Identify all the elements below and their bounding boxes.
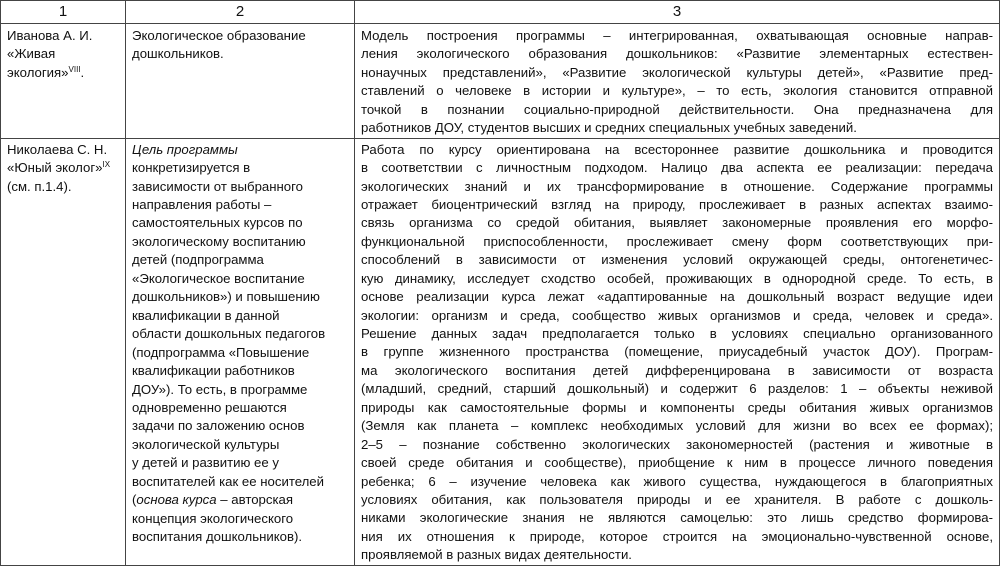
author-name: Иванова А. И. (7, 28, 93, 43)
author-program-cell: Николаева С. Н. «Юный эколог»$^{IX}$ (см. п.1.4). (1, 138, 126, 565)
program-aim-cell: Экологическое образование дошкольников. (126, 24, 355, 139)
program-title-line: «Живая (7, 46, 56, 62)
header-col-1: 1 (1, 1, 126, 24)
aim-label: Цель программы (132, 141, 238, 157)
table-row (1, 138, 1000, 565)
header-row (1, 1, 1000, 24)
program-description-cell: Модель построения программы – интегрированная, охватывающая основные направ- ления экологического образования дошкольников: «Развитие элементарных естествен- нонаучных представлений», «Развитие экологической культуры детей», «Развитие пред- ставлений о человеке в истории и культуре», – то есть, экология становится отправной точкой в познании социально-природной действительности. Она предназначена для работников ДОУ, студентов высших и средних специальных учебных заведений. (355, 24, 1000, 139)
author-program-cell (1, 24, 126, 139)
program-title-line: «Юный эколог»$^{IX}$ (7, 160, 111, 176)
header-col-2: 2 (126, 1, 355, 24)
course-basis-label: основа курса (136, 492, 217, 508)
footnote-ref: VIII (68, 64, 81, 74)
program-title-line: экология»$^{VIII}$. (7, 64, 85, 80)
program-aim-cell: Цель программы конкретизируется в зависимости от выбранного направления работы – самостоятельных курсов по экологическому воспитанию детей (подпрограмма «Экологическое воспитание дошкольников») и повышению квалификации в данной области дошкольных педагогов (подпрограмма «Повышение квалификации работников ДОУ»). То есть, в программе одновременно решаются задачи по заложению основ экологической культуры у детей и развитию ее у воспитателей как ее носителей (основа курса – авторская концепция экологического воспитания дошкольников). (126, 138, 355, 565)
header-col-3: 3 (355, 1, 1000, 24)
table-row (1, 24, 1000, 139)
author-name: Николаева С. Н. (7, 141, 108, 157)
footnote-ref: IX (102, 160, 111, 170)
program-description-cell: Работа по курсу ориентирована на всестороннее развитие дошкольника и проводится в соответствии с личностным подходом. Налицо два аспекта ее реализации: передача экологических знаний и их трансформирование в отношение. Содержание программы отражает биоцентрический взгляд на природу, прослеживает в разных аспектах взаимо- связь организма со средой обитания, выявляет закономерные проявления его морфо- функциональной приспособленности, прослеживает смену форм соответствующих при- способлений в зависимости от изменения условий окружающей среды, онтогенетичес- кую динамику, исследует сходство особей, проживающих в однородной среде. То есть, в основе реализации курса лежат «адаптированные на дошкольный возраст ведущие идеи экологии: организм и среда, сообщество живых организмов и среда, человек и среда». Решение данных задач предполагается только в условиях специально организованного в группе жизненного пространства (помещение, приусадебный участок ДОУ). Програм- ма экологического воспитания детей дифференцирована в зависимости от возраста (младший, средний, старший дошкольный) и содержит 6 разделов: 1 – объекты неживой природы как самостоятельные формы и компоненты среды обитания живых организмов (Земля как планета – комплекс необходимых условий для жизни во всех ее формах); 2–5 – познание собственно экологических закономерностей (растения и животные в своей среде обитания и сообществе), приобщение к ним в процессе личного поведения ребенка; 6 – изучение человека как живого существа, нуждающегося в благоприятных условиях обитания, как пользователя природы и ее хранителя. В работе с дошколь- никами экологические знания не являются самоцелью: это лишь средство формирова- ния их отношения к природе, которое строится на эмоционально-чувственной основе, проявляемой в разных видах деятельности. (355, 138, 1000, 565)
